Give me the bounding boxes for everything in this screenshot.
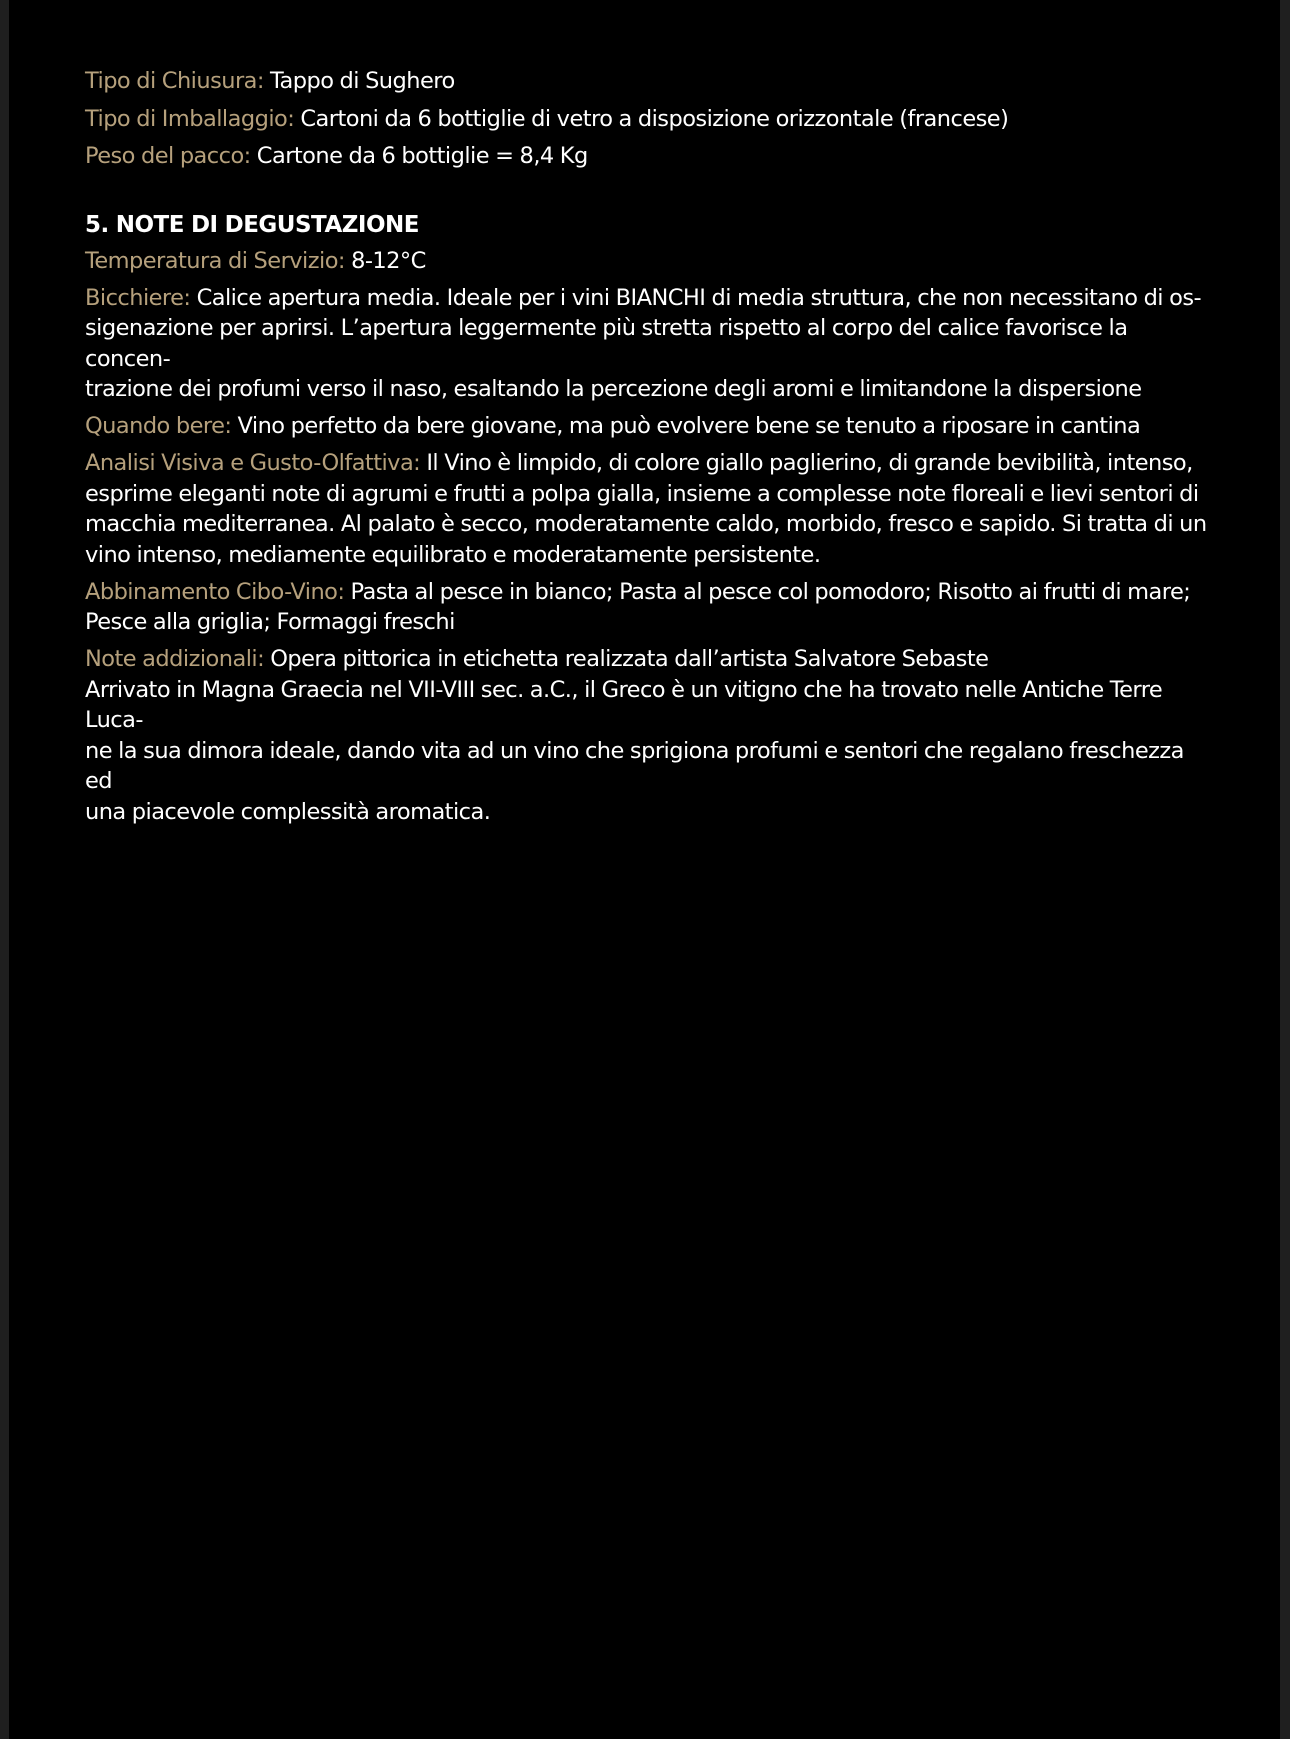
- packaging-row: [85, 104, 1215, 135]
- notes-row: [85, 644, 1215, 827]
- analysis-text: Il Vino è limpido, di colore giallo paglierino, di grande bevibilità, intenso,: [426, 450, 1193, 476]
- pairing-text: Pasta al pesce in bianco; Pasta al pesce col pomodoro; Risotto ai frutti di mare;: [350, 578, 1191, 605]
- analysis-line: esprime eleganti note di agrumi e frutti a polpa gialla, insieme a complesse note floreali e lievi sentori di: [85, 480, 1199, 507]
- weight-value: Cartone da 6 bottiglie = 8,4 Kg: [256, 143, 588, 169]
- document-page: [9, 0, 1280, 1739]
- pairing-row: [85, 577, 1215, 638]
- when-row: [85, 411, 1215, 442]
- temperature-value: 8-12°C: [351, 247, 426, 274]
- notes-line: [85, 644, 1215, 675]
- temperature-row: [85, 246, 1215, 277]
- packaging-label: Tipo di Imballaggio:: [85, 105, 295, 132]
- history-line: una piacevole complessità aromatica.: [85, 798, 491, 825]
- glass-line: [85, 283, 1215, 314]
- notes-text: Opera pittorica in etichetta realizzata dall’artista Salvatore Sebaste: [270, 646, 989, 672]
- glass-label: Bicchiere:: [85, 284, 191, 311]
- history-line: Arrivato in Magna Graecia nel VII-VIII sec. a.C., il Greco è un vitigno che ha trovato nelle Antiche Terre Luca-: [85, 676, 1163, 733]
- page-content: [85, 66, 1215, 834]
- glass-line: trazione dei profumi verso il naso, esaltando la percezione degli aromi e limitandone la dispersione: [85, 376, 1142, 402]
- closure-value: Tappo di Sughero: [270, 68, 455, 94]
- glass-text: Calice apertura media. Ideale per i vini BIANCHI di media struttura, che non necessitano di os-: [196, 284, 1202, 311]
- temperature-label: Temperatura di Servizio:: [85, 247, 345, 274]
- when-value: Vino perfetto da bere giovane, ma può evolvere bene se tenuto a riposare in cantina: [237, 413, 1141, 439]
- closure-row: [85, 66, 1215, 97]
- analysis-line: [85, 448, 1215, 479]
- analysis-line: vino intenso, mediamente equilibrato e moderatamente persistente.: [85, 541, 821, 568]
- glass-row: [85, 283, 1215, 405]
- weight-row: [85, 141, 1215, 172]
- packaging-value: Cartoni da 6 bottiglie di vetro a disposizione orizzontale (francese): [300, 105, 1009, 132]
- analysis-row: [85, 448, 1215, 570]
- analysis-label: Analisi Visiva e Gusto-Olfattiva:: [85, 450, 421, 476]
- section-heading: 5. NOTE DI DEGUSTAZIONE: [85, 211, 419, 238]
- when-label: Quando bere:: [85, 413, 232, 439]
- analysis-line: macchia mediterranea. Al palato è secco, moderatamente caldo, morbido, fresco e sapido. Si tratta di un: [85, 511, 1207, 537]
- history-line: ne la sua dimora ideale, dando vita ad un vino che sprigiona profumi e sentori che regalano freschezza ed: [85, 737, 1184, 794]
- notes-label: Note addizionali:: [85, 646, 265, 672]
- weight-label: Peso del pacco:: [85, 143, 251, 169]
- pairing-line: Pesce alla griglia; Formaggi freschi: [85, 609, 455, 635]
- pairing-line: [85, 577, 1215, 608]
- pairing-label: Abbinamento Cibo-Vino:: [85, 578, 345, 605]
- glass-line: sigenazione per aprirsi. L’apertura leggermente più stretta rispetto al corpo del calice favorisce la concen-: [85, 315, 1128, 372]
- closure-label: Tipo di Chiusura:: [85, 68, 264, 94]
